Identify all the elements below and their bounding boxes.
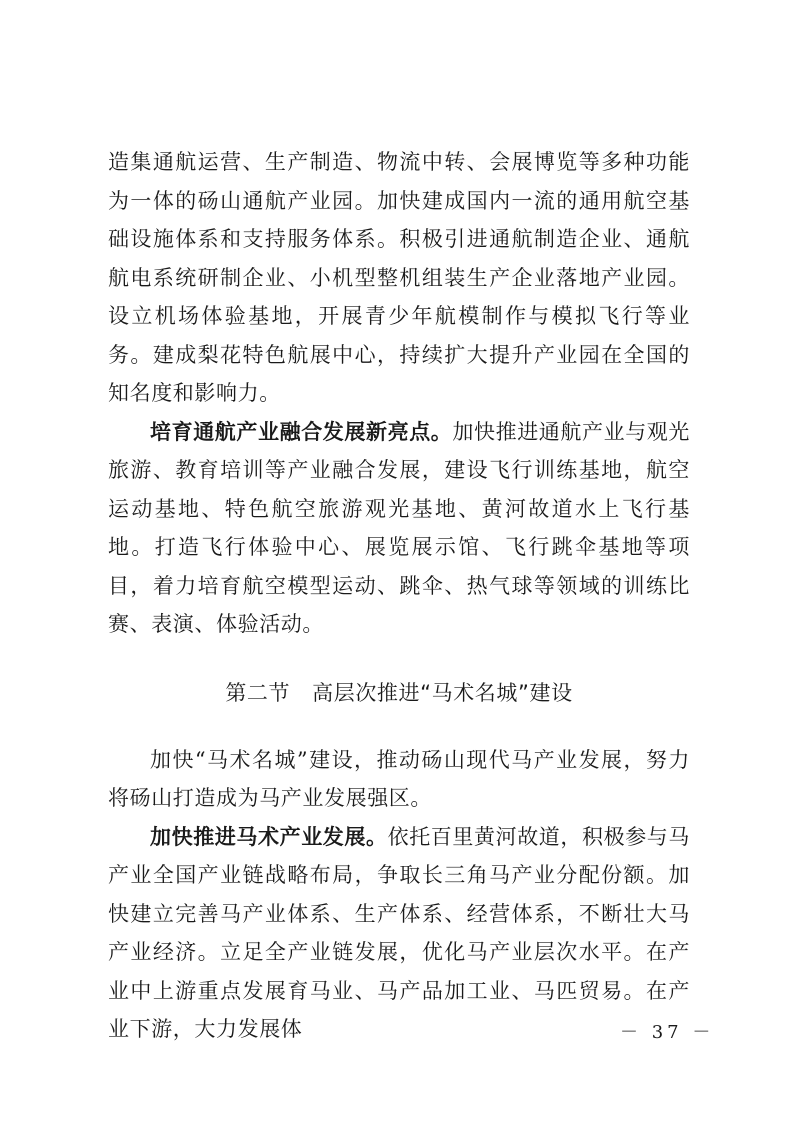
section-heading — [108, 674, 690, 712]
paragraph-equestrian-industry — [108, 818, 690, 1049]
continuation-paragraph: 造集通航运营、生产制造、物流中转、会展博览等多种功能为一体的砀山通航产业园。加快建成国内一流的通用航空基础设施体系和支持服务体系。积极引进通航制造企业、通航航电系统研制企业、小机型整机组装生产企业落地产业园。设立机场体验基地，开展青少年航模制作与模拟飞行等业务。建成梨花特色航展中心，持续扩大提升产业园在全国的知名度和影响力。 — [108, 150, 690, 405]
page-number: － 37 － — [620, 1022, 715, 1043]
paragraph-aviation-integration — [108, 413, 690, 644]
section-title-text: 高层次推进“马术名城”建设 — [312, 680, 573, 705]
paragraph-lead-aviation: 培育通航产业融合发展新亮点。 — [150, 419, 453, 444]
paragraph-lead-equestrian: 加快推进马术产业发展。 — [150, 824, 388, 849]
paragraph-body-aviation: 加快推进通航产业与观光旅游、教育培训等产业融合发展，建设飞行训练基地，航空运动基地、特色航空旅游观光基地、黄河故道水上飞行基地。打造飞行体验中心、展览展示馆、飞行跳伞基地等项目，着力培育航空模型运动、跳伞、热气球等领域的训练比赛、表演、体验活动。 — [108, 419, 691, 636]
paragraph-body-equestrian: 依托百里黄河故道，积极参与马产业全国产业链战略布局，争取长三角马产业分配份额。加快建立完善马产业体系、生产体系、经营体系，不断壮大马产业经济。立足全产业链发展，优化马产业层次水平。在产业中上游重点发展育马业、马产品加工业、马匹贸易。在产业下游，大力发展体 — [108, 824, 691, 1041]
paragraph-horse-city-intro: 加快“马术名城”建设，推动砀山现代马产业发展，努力将砀山打造成为马产业发展强区。 — [108, 747, 690, 810]
section-number: 第二节 — [225, 680, 291, 705]
document-page — [108, 143, 690, 1049]
